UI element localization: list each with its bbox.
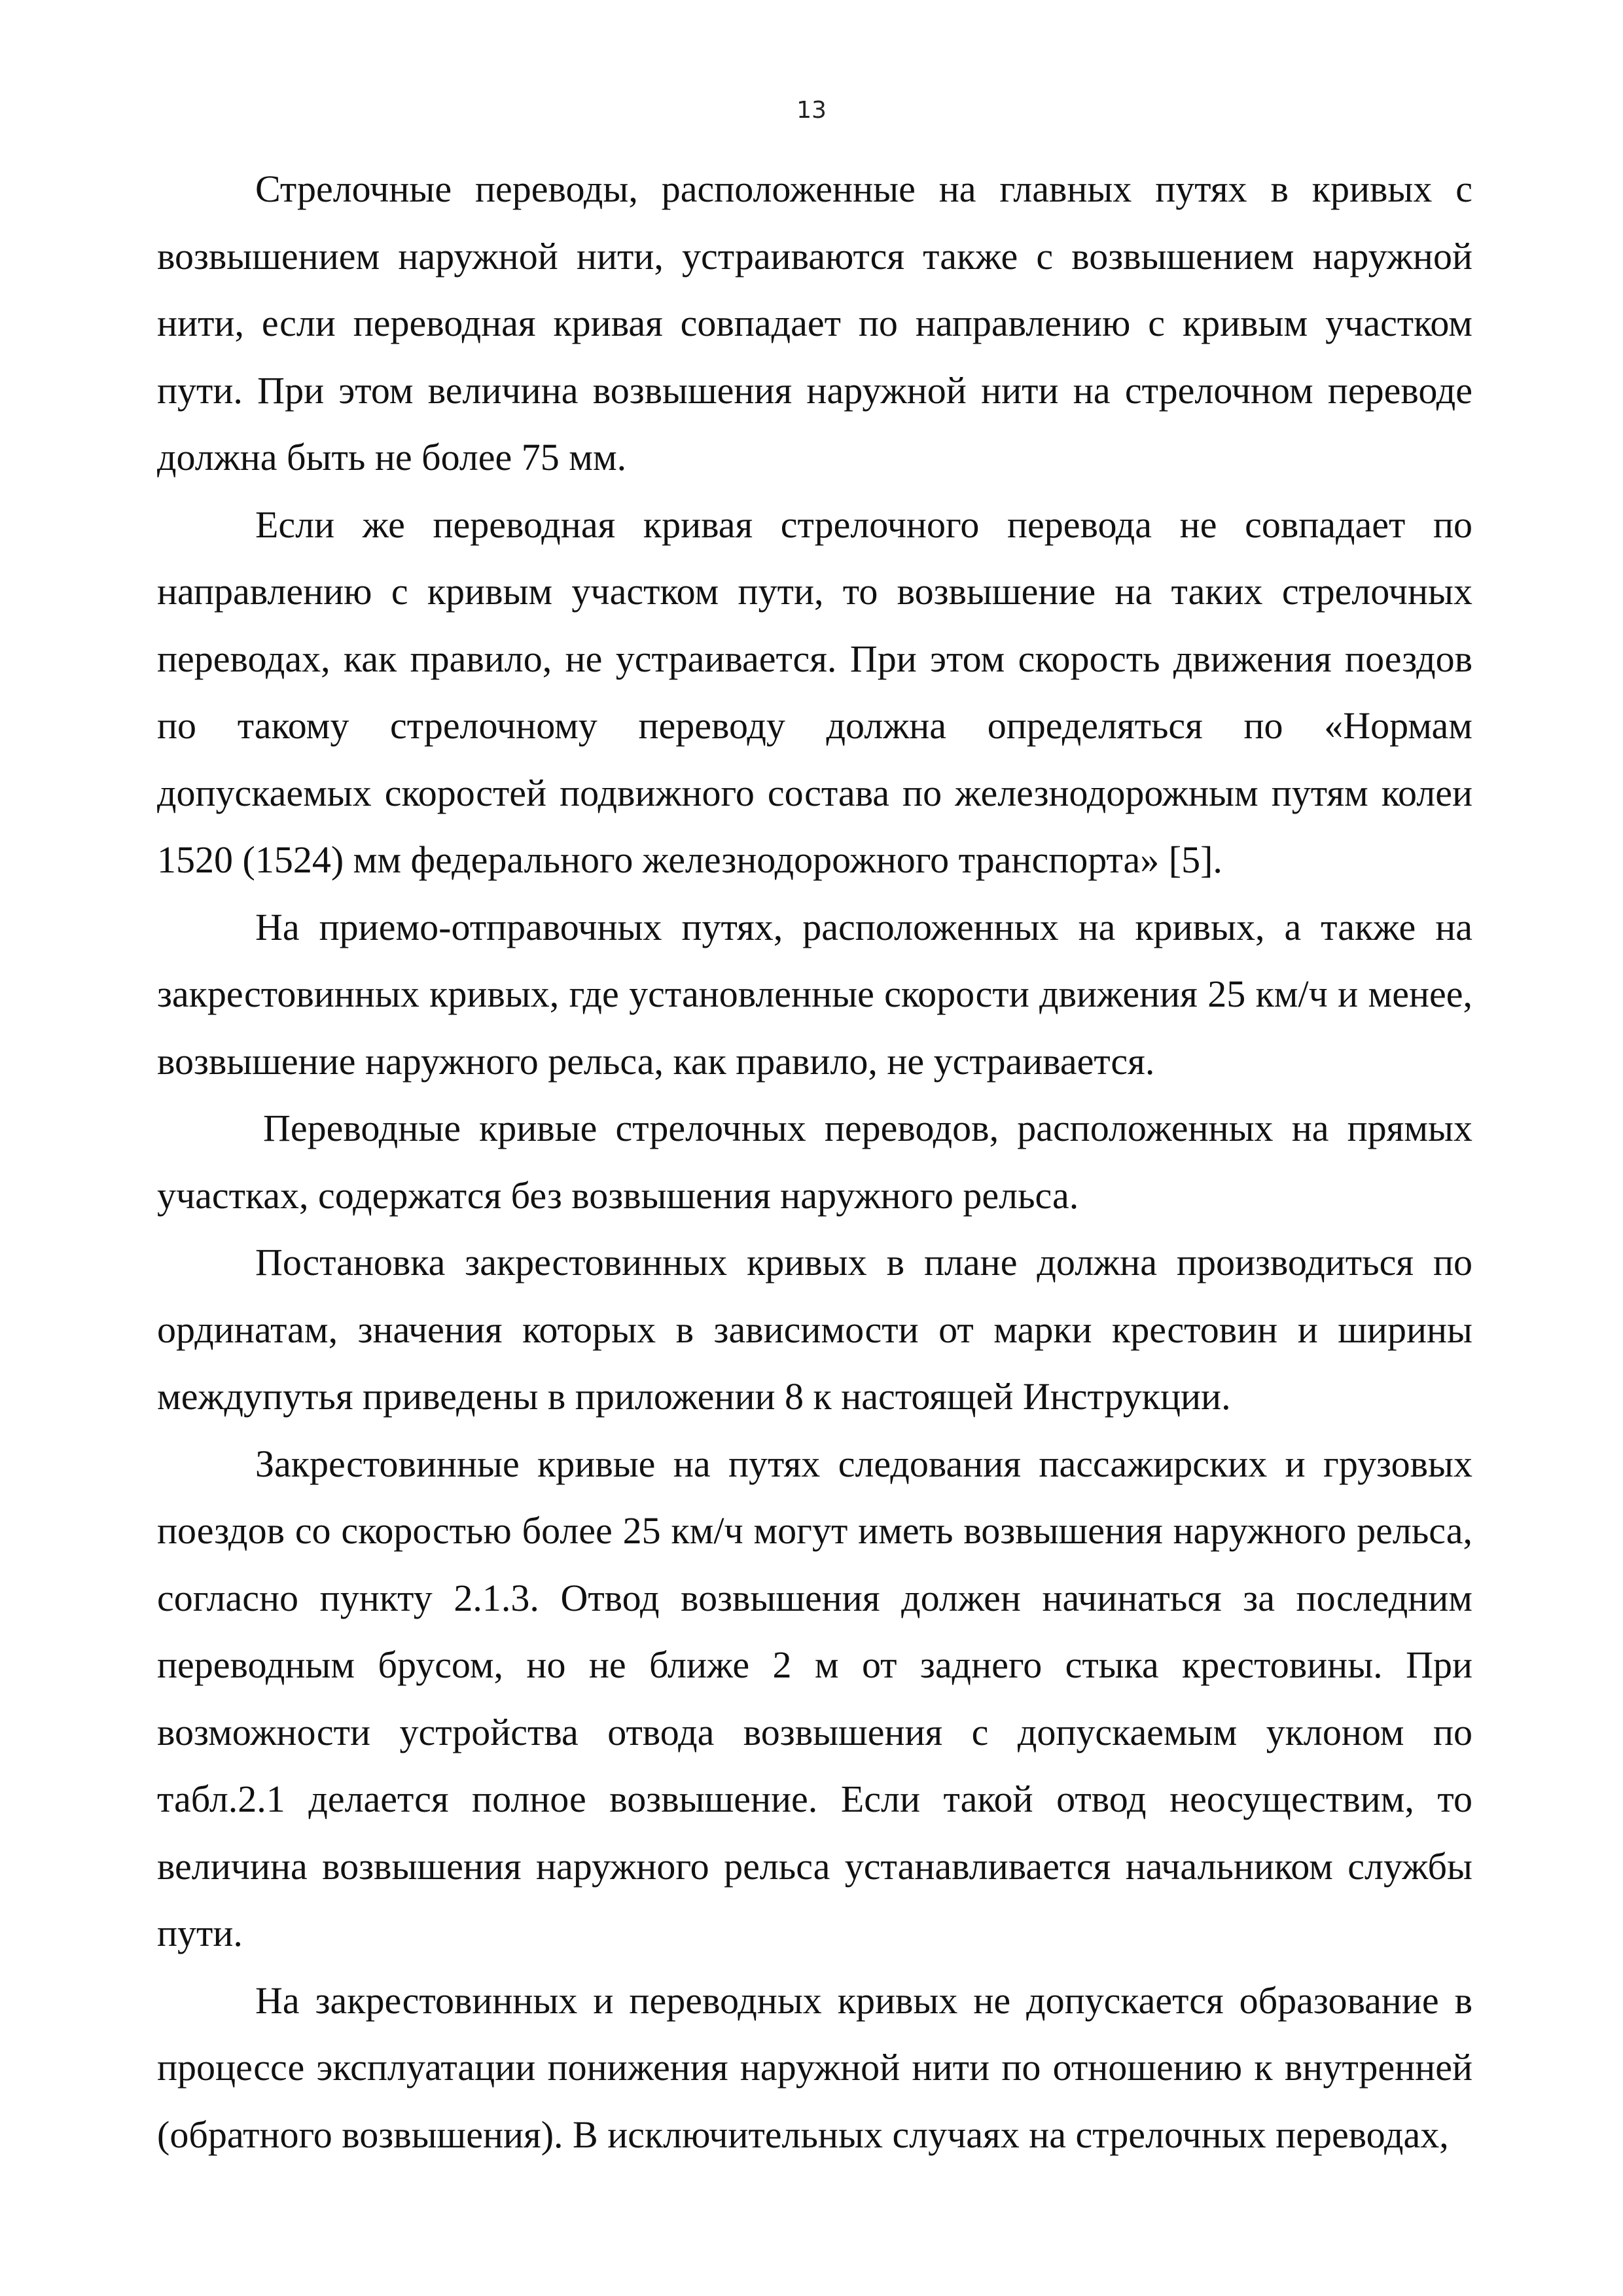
page-number: 13: [796, 97, 827, 124]
paragraph: Если же переводная кривая стрелочного перевода не совпадает по направлению с кривым участком пути, то возвышение на таких стрелочных переводах, как правило, не устраивается. При этом скорость движения поездов по такому стрелочному переводу должна определяться по «Нормам допускаемых скоростей подвижного состава по железнодорожным путям колеи 1520 (1524) мм федерального железнодорожного транспорта» [5].: [157, 503, 1472, 881]
document-body: [157, 156, 1472, 2168]
paragraph: На закрестовинных и переводных кривых не допускается образование в процессе эксплуатации понижения наружной нити по отношению к внутренней (обратного возвышения). В исключительных случаях на стрелочных переводах,: [157, 1979, 1472, 2156]
paragraph: Закрестовинные кривые на путях следования пассажирских и грузовых поездов со скоростью более 25 км/ч могут иметь возвышения наружного рельса, согласно пункту 2.1.3. Отвод возвышения должен начинаться за последним переводным брусом, но не ближе 2 м от заднего стыка крестовины. При возможности устройства отвода возвышения с допускаемым уклоном по табл.2.1 делается полное возвышение. Если такой отвод неосуществим, то величина возвышения наружного рельса устанавливается начальником службы пути.: [157, 1442, 1472, 1954]
paragraph: На приемо-отправочных путях, расположенных на кривых, а также на закрестовинных кривых, где установленные скорости движения 25 км/ч и менее, возвышение наружного рельса, как правило, не устраивается.: [157, 905, 1472, 1083]
paragraph: Стрелочные переводы, расположенные на главных путях в кривых с возвышением наружной нити, устраиваются также с возвышением наружной нити, если переводная кривая совпадает по направлению с кривым участком пути. При этом величина возвышения наружной нити на стрелочном переводе должна быть не более 75 мм.: [157, 168, 1472, 478]
paragraph: Переводные кривые стрелочных переводов, расположенных на прямых участках, содержатся без возвышения наружного рельса.: [157, 1107, 1472, 1217]
paragraph: Постановка закрестовинных кривых в плане должна производиться по ординатам, значения которых в зависимости от марки крестовин и ширины междупутья приведены в приложении 8 к настоящей Инструкции.: [157, 1241, 1472, 1418]
